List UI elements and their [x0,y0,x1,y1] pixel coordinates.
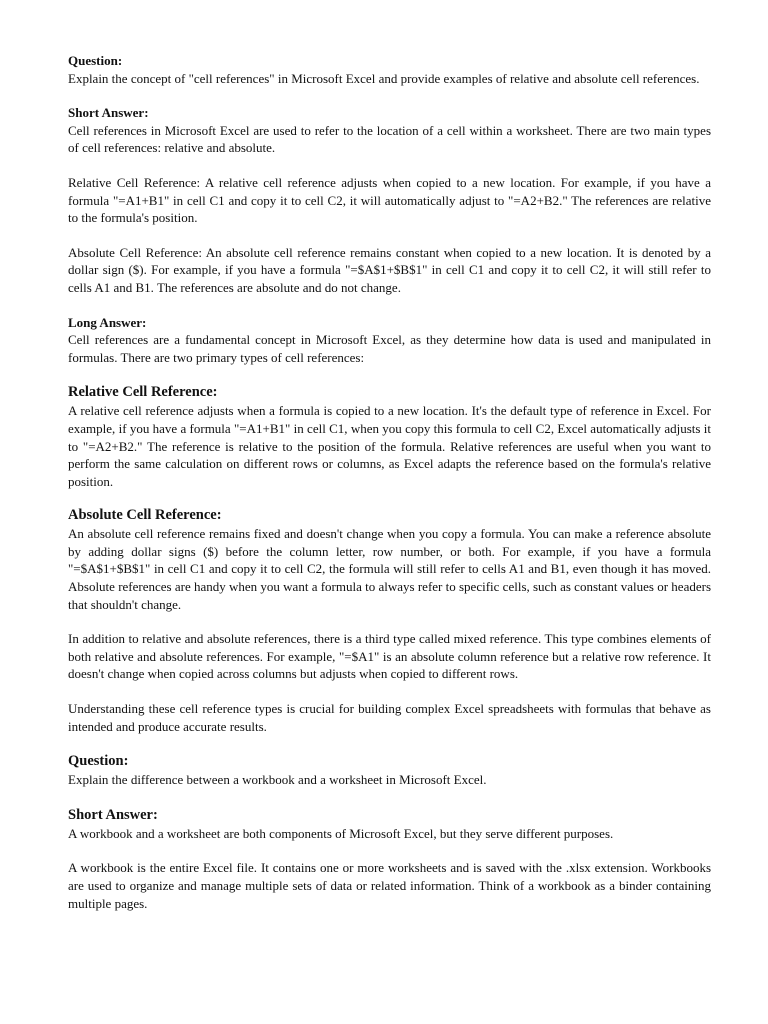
conclusion-block [68,700,711,735]
relative-reference-text: A relative cell reference adjusts when a formula is copied to a new location. It's the default type of reference in Excel. For example, if you have a formula "=A1+B1" in cell C1, when you copy this formula to cell C2, Excel automatically adjusts it to "=A2+B2." The reference is relative to the position of the formula. Relative references are useful when you want to perform the same calculation on different rows or columns, as Excel adapts the reference based on the formula's relative position. [68,403,711,489]
mixed-reference-text: In addition to relative and absolute references, there is a third type called mixed reference. This type combines elements of both relative and absolute references. For example, "=$A1" is an absolute column reference but a relative row reference. It doesn't change when copied across columns but adjusts when copied to different rows. [68,631,711,682]
workbook-paragraph: A workbook is the entire Excel file. It contains one or more worksheets and is saved with the .xlsx extension. Workbooks are used to organize and manage multiple sets of data or related information. Think of a workbook as a binder containing multiple pages. [68,860,711,911]
question-label-2: Question: [68,753,129,770]
question-block-2 [68,752,711,789]
absolute-reference-paragraph-block [68,244,711,297]
question-text: Explain the concept of "cell references" in Microsoft Excel and provide examples of relative and absolute cell references. [68,70,700,86]
short-answer-block-2 [68,806,711,843]
absolute-reference-paragraph: Absolute Cell Reference: An absolute cell reference remains constant when copied to a new location. It is denoted by a dollar sign ($). For example, if you have a formula "=$A$1+$B$1" in cell C1 and copy it to cell C2, it will still refer to cells A1 and B1. The references are absolute and do not change. [68,244,711,295]
relative-reference-heading: Relative Cell Reference: [68,384,218,401]
absolute-reference-heading: Absolute Cell Reference: [68,507,222,524]
relative-reference-paragraph-block [68,174,711,227]
absolute-reference-text: An absolute cell reference remains fixed and doesn't change when you copy a formula. You can make a reference absolute by adding dollar signs ($) before the column letter, row number, or both. For example, if you have a formula "=$A$1+$B$1" in cell C1 and copy it to cell C2, the formula will still refer to cells A1 and B1, even though it has moved. Absolute references are handy when you want a formula to always refer to specific cells, such as constant values or headers that shouldn't change. [68,526,711,612]
relative-reference-paragraph: Relative Cell Reference: A relative cell reference adjusts when copied to a new location. For example, if you have a formula "=A1+B1" in cell C1 and copy it to cell C2, it will automatically adjust to "=A2+B2." The references are relative to the formula's position. [68,174,711,226]
document-page [68,52,711,929]
relative-reference-section [68,383,711,490]
question-label: Question: [68,53,123,68]
question-text-2: Explain the difference between a workbook and a worksheet in Microsoft Excel. [68,772,487,788]
mixed-reference-block [68,630,711,683]
short-answer-label-2: Short Answer: [68,806,158,823]
short-answer-block [68,104,711,157]
long-answer-label: Long Answer: [68,314,147,330]
question-block [68,52,711,87]
short-answer-paragraph-2: A workbook and a worksheet are both components of Microsoft Excel, but they serve different purposes. [68,825,614,841]
short-answer-label: Short Answer: [68,105,149,121]
conclusion-text: Understanding these cell reference types is crucial for building complex Excel spreadsheets with formulas that behave as intended and produce accurate results. [68,701,711,734]
short-answer-paragraph: Cell references in Microsoft Excel are used to refer to the location of a cell within a worksheet. There are two main types of cell references: relative and absolute. [68,122,711,156]
long-answer-block [68,314,711,367]
long-answer-intro: Cell references are a fundamental concept in Microsoft Excel, as they determine how data is used and manipulated in formulas. There are two primary types of cell references: [68,332,711,365]
absolute-reference-section [68,506,711,613]
workbook-paragraph-block [68,859,711,912]
